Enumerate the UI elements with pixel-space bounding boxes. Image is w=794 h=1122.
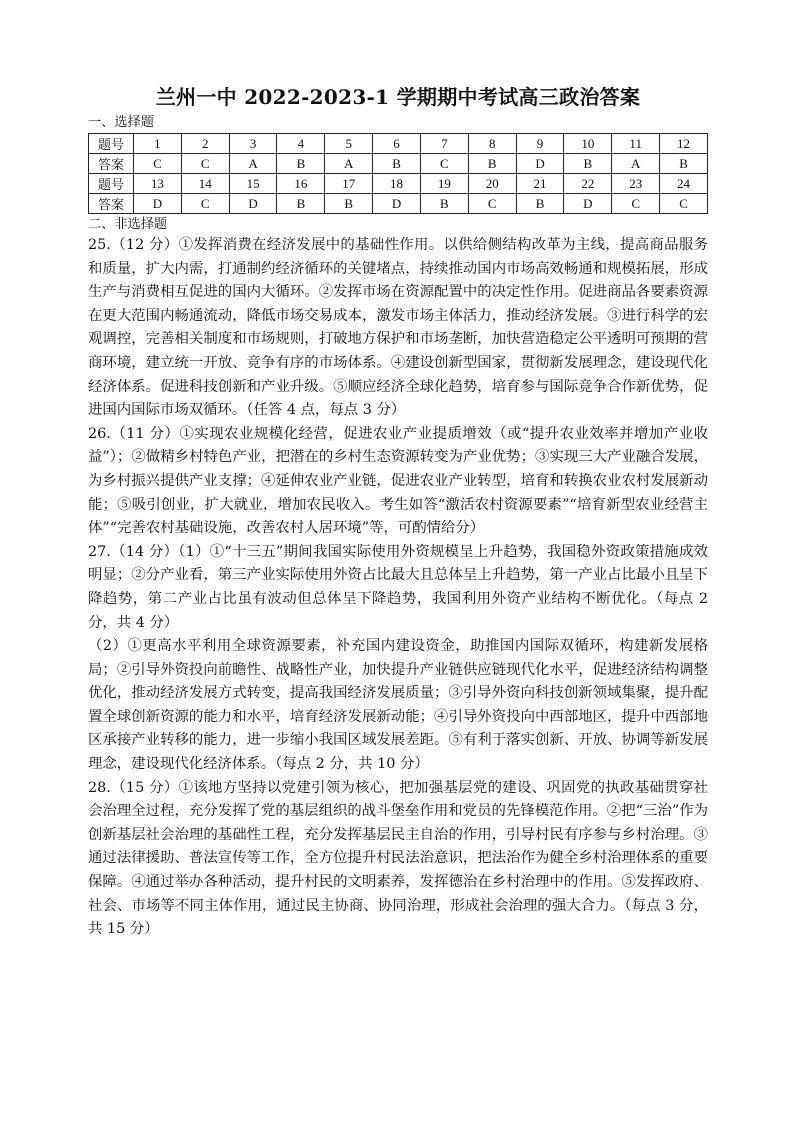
table-row [89, 154, 708, 174]
answer-q27-part2: （2）①更高水平利用全球资源要素，补充国内建设资金，助推国内国际双循环，构建新发展格局；②引导外资投向前瞻性、战略性产业，加快提升产业链供应链现代化水平，促进经济结构调整优化，推动经济发展方式转变，提高我国经济发展质量；③引导外资向科技创新领域集聚，提升配置全球创新资源的能力和水平，培育经济发展新动能；④引导外资投向中西部地区，提升中西部地区承接产业转移的能力，进一步缩小我国区域发展差距。⑤有利于落实创新、开放、协调等新发展理念，建设现代化经济体系。（每点 2 分，共 10 分） [88, 638, 708, 773]
table-cell: 9 [516, 134, 564, 154]
table-cell: 2 [181, 134, 229, 154]
page-title: 兰州一中 2022-2023-1 学期期中考试高三政治答案 [155, 85, 641, 109]
table-cell: B [420, 194, 468, 214]
table-cell: D [564, 194, 612, 214]
table-cell: 11 [612, 134, 660, 154]
table-row [89, 194, 708, 214]
answer-table [88, 133, 708, 214]
table-cell: 4 [277, 134, 325, 154]
answer-q26: 26.（11 分）①实现农业规模化经营，促进农业产业提质增效（或“提升农业效率并增加产业收益”）；②做精乡村特色产业，把潜在的乡村生态资源转变为产业优势；③实现三大产业融合发展，为乡村振兴提供产业支撑；④延伸农业产业链，促进农业产业转型，培育和转换农业农村发展新动能；⑤吸引创业，扩大就业，增加农民收入。考生如答“激活农村资源要素”“培育新型农业经营主体”“完善农村基础设施，改善农村人居环境”等，可酌情给分） [88, 425, 708, 537]
table-cell: C [468, 194, 516, 214]
table-cell: 10 [564, 134, 612, 154]
table-cell: B [468, 154, 516, 174]
table-cell: 17 [325, 174, 373, 194]
answer-q28: 28.（15 分）①该地方坚持以党建引领为核心，把加强基层党的建设、巩固党的执政基础贯穿社会治理全过程，充分发挥了党的基层组织的战斗堡垒作用和党员的先锋模范作用。②把“三治”作为创新基层社会治理的基础性工程，充分发挥基层民主自治的作用，引导村民有序参与乡村治理。③通过法律援助、普法宣传等工作，全方位提升村民法治意识，把法治作为健全乡村治理体系的重要保障。④通过举办各种活动，提升村民的文明素养，发挥德治在乡村治理中的作用。⑤发挥政府、社会、市场等不同主体作用，通过民主协商、协同治理，形成社会治理的强大合力。（每点 3 分，共 15 分） [88, 779, 708, 938]
row-label: 答案 [89, 154, 134, 174]
table-cell: 5 [325, 134, 373, 154]
row-label: 题号 [89, 174, 134, 194]
section-heading-choice: 一、选择题 [88, 115, 154, 130]
table-cell: C [660, 194, 708, 214]
table-cell: B [660, 154, 708, 174]
table-cell: B [277, 194, 325, 214]
table-cell: A [325, 154, 373, 174]
answer-q27-part1: 27.（14 分）（1）①“十三五”期间我国实际使用外资规模呈上升趋势，我国稳外资政策措施成效明显；②分产业看，第三产业实际使用外资占比最大且总体呈上升趋势，第一产业占比最小且呈下降趋势，第二产业占比虽有波动但总体呈下降趋势，我国利用外资产业结构不断优化。（每点 2 分，共 4 分） [88, 543, 708, 631]
answer-sheet [88, 84, 708, 942]
table-row [89, 134, 708, 154]
row-label: 答案 [89, 194, 134, 214]
table-cell: C [181, 154, 229, 174]
table-cell: 8 [468, 134, 516, 154]
table-cell: B [373, 154, 421, 174]
table-cell: C [181, 194, 229, 214]
table-cell: 18 [373, 174, 421, 194]
table-cell: C [420, 154, 468, 174]
table-cell: 12 [660, 134, 708, 154]
table-cell: 6 [373, 134, 421, 154]
table-cell: 24 [660, 174, 708, 194]
section-heading-nonchoice: 二、非选择题 [88, 217, 168, 232]
table-row [89, 174, 708, 194]
answer-q25: 25.（12 分）①发挥消费在经济发展中的基础性作用。以供给侧结构改革为主线，提高商品服务和质量，扩大内需，打通制约经济循环的关键堵点，持续推动国内市场高效畅通和规模拓展，形成生产与消费相互促进的国内大循环。②发挥市场在资源配置中的决定性作用。促进商品各要素资源在更大范围内畅通流动，降低市场交易成本，激发市场主体活力，推动经济发展。③进行科学的宏观调控，完善相关制度和市场规则，打破地方保护和市场垄断，加快营造稳定公平透明可预期的营商环境，建立统一开放、竞争有序的市场体系。④建设创新型国家，贯彻新发展理念，建设现代化经济体系。促进科技创新和产业升级。⑤顺应经济全球化趋势，培育参与国际竞争合作新优势，促进国内国际市场双循环。（任答 4 点，每点 3 分） [88, 237, 708, 419]
table-cell: B [325, 194, 373, 214]
row-label: 题号 [89, 134, 134, 154]
table-cell: C [134, 154, 182, 174]
table-cell: 7 [420, 134, 468, 154]
table-cell: D [134, 194, 182, 214]
table-cell: 14 [181, 174, 229, 194]
table-cell: D [373, 194, 421, 214]
table-cell: 15 [229, 174, 277, 194]
table-cell: 22 [564, 174, 612, 194]
table-cell: B [277, 154, 325, 174]
table-cell: 16 [277, 174, 325, 194]
table-cell: A [229, 154, 277, 174]
table-cell: A [612, 154, 660, 174]
table-cell: B [564, 154, 612, 174]
table-cell: D [229, 194, 277, 214]
table-cell: 21 [516, 174, 564, 194]
table-cell: 3 [229, 134, 277, 154]
table-cell: 13 [134, 174, 182, 194]
table-cell: D [516, 154, 564, 174]
table-cell: C [612, 194, 660, 214]
table-cell: 1 [134, 134, 182, 154]
table-cell: 23 [612, 174, 660, 194]
table-cell: 20 [468, 174, 516, 194]
table-cell: B [516, 194, 564, 214]
table-cell: 19 [420, 174, 468, 194]
